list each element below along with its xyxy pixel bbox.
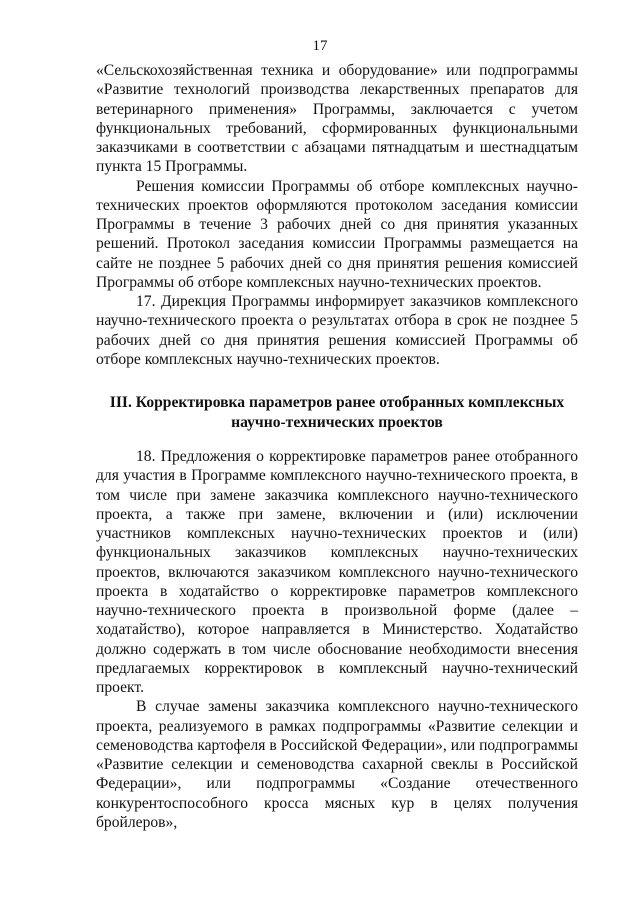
section-heading-line-1: III. Корректировка параметров ранее отобранных комплексных	[109, 394, 565, 411]
paragraph-commission-decisions: Решения комиссии Программы об отборе комплексных научно-технических проектов оформляются протоколом заседания комиссии Программы в течение 3 рабочих дней со дня принятия указанных решений. Протокол заседания комиссии Программы размещается на сайте не позднее 5 рабочих дней со дня принятия решения комиссией Программы об отборе комплексных научно-технических проектов.	[96, 177, 578, 291]
paragraph-customer-replacement: В случае замены заказчика комплексного научно-технического проекта, реализуемого в рамках подпрограммы «Развитие селекции и семеноводства картофеля в Российской Федерации», или подпрограммы «Развитие селекции и семеноводства сахарной свеклы в Российской Федерации», или подпрограммы «Создание отечественного конкурентоспособного кросса мясных кур в целях получения бройлеров»,	[96, 698, 578, 831]
paragraph-17: 17. Дирекция Программы информирует заказчиков комплексного научно-технического проекта о результатах отбора в срок не позднее 5 рабочих дней со дня принятия решения комиссией Программы об отборе комплексных научно-технических проектов.	[96, 293, 578, 368]
paragraph-continuation: «Сельскохозяйственная техника и оборудование» или подпрограммы «Развитие технологий производства лекарственных препаратов для ветеринарного применения» Программы, заключается с учетом функциональных требований, сформированных функциональными заказчиками в соответствии с абзацами пятнадцатым и шестнадцатым пункта 15 Программы.	[96, 62, 578, 176]
page-number: 17	[312, 38, 328, 54]
section-heading-line-2: научно-технических проектов	[231, 414, 443, 431]
document-body	[96, 61, 578, 832]
paragraph-18: 18. Предложения о корректировке параметров ранее отобранного для участия в Программе комплексного научно-технического проекта, в том числе при замене заказчика комплексного научно-технического проекта, а также при замене, включении и (или) исключении участников комплексных научно-технических проектов и (или) функциональных заказчиков комплексных научно-технических проектов, включаются заказчиком комплексного научно-технического проекта в ходатайство о корректировке параметров комплексного научно-технического проекта в произвольной форме (далее – ходатайство), которое направляется в Министерство. Ходатайство должно содержать в том числе обоснование необходимости внесения предлагаемых корректировок в комплексный научно-технический проект.	[96, 448, 578, 696]
section-heading	[96, 393, 578, 433]
